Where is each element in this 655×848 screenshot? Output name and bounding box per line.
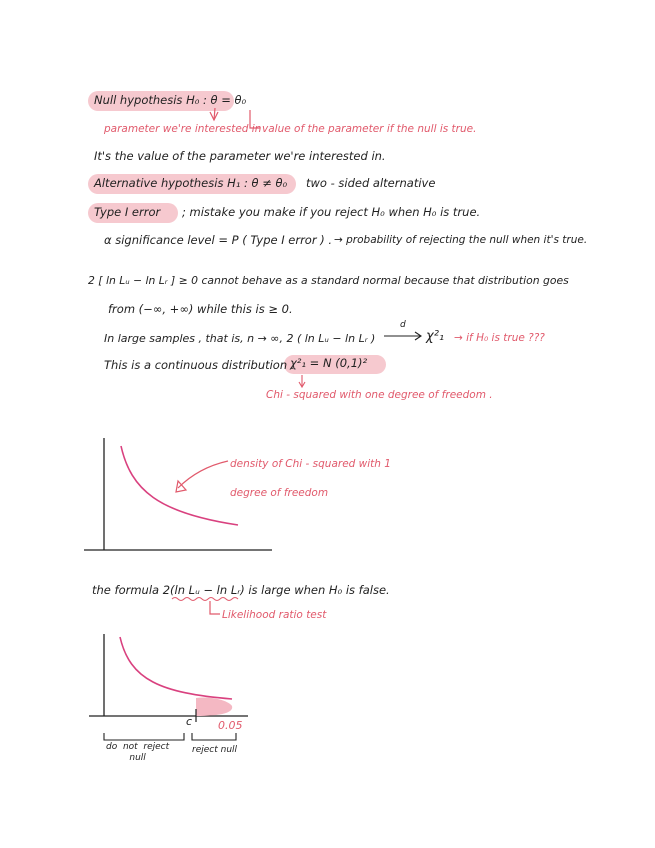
chi-sq-definition: χ²₁ = N (0,1)²	[290, 356, 368, 370]
density-label-1: density of Chi - squared with 1	[230, 458, 391, 470]
stat-line-1: 2 [ ln Lᵤ − ln Lᵣ ] ≥ 0 cannot behave as a standard normal because that distribution goes	[88, 274, 569, 287]
chi-sq-converge: χ²₁	[426, 329, 445, 344]
large-sample-line: In large samples , that is, n → ∞, 2 ( ln Lᵤ − ln Lᵣ )	[104, 332, 376, 345]
density-label-2: degree of freedom	[230, 487, 329, 499]
reject-bracket	[192, 733, 236, 740]
continuous-line: This is a continuous distribution .	[104, 358, 295, 372]
stat-line-2: from (−∞, +∞) while this is ≥ 0.	[108, 302, 293, 316]
formula-underline	[172, 598, 238, 601]
alt-hypothesis: Alternative hypothesis H₁ : θ ≠ θ₀	[94, 176, 288, 190]
lr-test-note: Likelihood ratio test	[222, 609, 327, 621]
do-not-reject-bracket	[104, 733, 184, 740]
plot1-label-arrow	[178, 461, 228, 488]
null-param-note: parameter we're interested in	[104, 123, 262, 135]
null-hypothesis: Null hypothesis H₀ : θ = θ₀	[94, 93, 247, 107]
type1-definition: ; mistake you make if you reject H₀ when H₀ is true.	[182, 205, 481, 219]
null-value-line: It's the value of the parameter we're interested in.	[94, 149, 386, 163]
alpha-result: → probability of rejecting the null when it's true.	[334, 234, 588, 246]
do-not-reject-label: do not reject null	[106, 742, 170, 764]
alpha-line: α significance level = P ( Type I error ) .	[104, 233, 333, 247]
type1-label: Type I error	[94, 205, 161, 219]
formula-line: the formula 2(ln Lᵤ − ln Lᵣ) is large when H₀ is false.	[92, 583, 390, 597]
critical-value-label: c	[186, 715, 193, 728]
converge-label: d	[400, 320, 406, 330]
reject-null-label: reject null	[192, 745, 238, 755]
alt-note: two - sided alternative	[306, 176, 436, 190]
plot1-density-curve	[121, 446, 238, 525]
rejection-region	[196, 697, 232, 716]
null-value-note: value of the parameter if the null is true.	[262, 123, 477, 135]
converge-note: → if H₀ is true ???	[454, 332, 545, 344]
plot2-density-curve	[120, 637, 232, 699]
alpha-value: 0.05	[218, 719, 243, 732]
lr-arrow	[210, 601, 220, 614]
null-value-arrow	[250, 110, 260, 128]
chi-sq-note: Chi - squared with one degree of freedom .	[266, 389, 493, 401]
